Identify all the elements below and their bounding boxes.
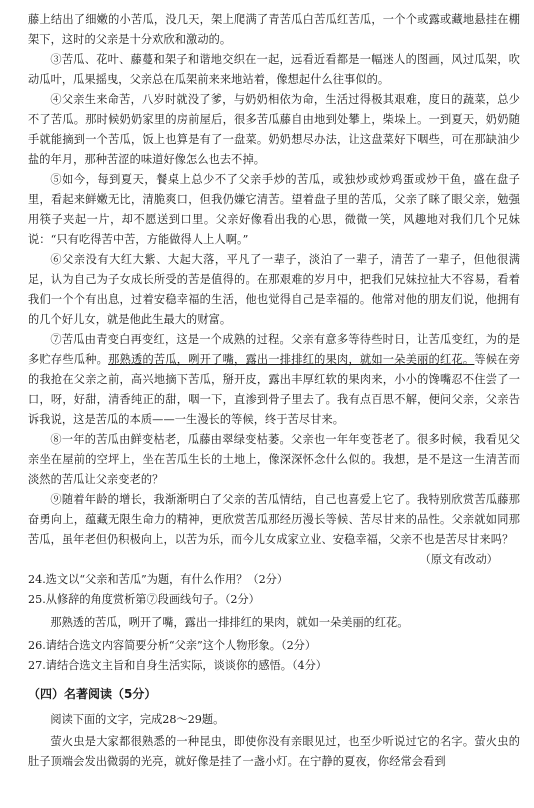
- passage-intro-continuation: 藤上结出了细嫩的小苦瓜，没几天，架上爬满了青苦瓜白苦瓜红苦瓜，一个个或露或藏地悬挂在棚架下，这时的父亲是十分欢欣和激动的。: [28, 13, 520, 46]
- question-24: 24.选文以“父亲和苦瓜”为题，有什么作用？（2分）: [28, 573, 289, 586]
- passage-paragraph-3: ③苦瓜、花叶、藤蔓和架子和谐地交织在一起，远看近看都是一幅迷人的图画，风过瓜架，吹动瓜叶，瓜果摇曳，父亲总在瓜架前来来地站着，像想起什么往事似的。: [28, 53, 520, 86]
- section-reading-text: 萤火虫是大家都很熟悉的一种昆虫，即使你没有亲眼见过，也至少听说过它的名字。萤火虫的肚子顶端会发出微弱的光亮，就好像是挂了一盏小灯。在宁静的夏夜，你经常会看到: [28, 735, 520, 768]
- passage-paragraph-7: [28, 330, 520, 430]
- passage-paragraph-6: ⑥父亲没有大红大紫、大起大落，平凡了一辈子，淡泊了一辈子，清苦了一辈子，但他很满足，认为自己为子女成长所受的苦是值得的。在那艰难的岁月中，把我们兄妹拉扯大不容易，看着我们一个个有出息，过着安稳幸福的生活，他也觉得自己是幸福的。他常对他的朋友们说，他拥有的几个好儿女，就是他此生最大的财富。: [28, 253, 520, 326]
- underlined-sentence: 那熟透的苦瓜，咧开了嘴，露出一排排红的果肉，就如一朵美丽的红花。: [108, 353, 475, 366]
- source-note: （原文有改动）: [419, 553, 498, 566]
- paragraph-7-start: ⑦苦瓜由青变白再变红，这是一个成熟的过程。父亲有意多等待些时日，让苦瓜变红，为的是多贮存些瓜种。: [28, 333, 520, 366]
- question-25: 25.从修辞的角度赏析第⑦段画线句子。（2分）: [28, 593, 260, 606]
- question-26: 26.请结合选文内容简要分析“父亲”这个人物形象。（2分）: [28, 639, 317, 652]
- passage-paragraph-4: ④父亲生来命苦，八岁时就没了爹，与奶奶相依为命，生活过得极其艰难，度日的蔬菜，总少不了苦瓜。那时候奶奶家里的房前屋后，很多苦瓜藤自由地到处攀上，柴垛上。一到夏天，奶奶随手就能摘到一个苦瓜，饭上也算是有了一盘菜。奶奶想尽办法，让这盘菜好下咽些，可在那缺油少盐的年月，那种苦涩的味道好像怎么也去不掉。: [28, 93, 520, 166]
- passage-paragraph-9: ⑨随着年龄的增长，我渐渐明白了父亲的苦瓜情结，自己也喜爱上它了。我特别欣赏苦瓜藤那奋勇向上，蕴藏无限生命力的精神，更欣赏苦瓜那经历漫长等候、苦尽甘来的品性。父亲就如同那苦瓜，虽年老但仍积极向上，以苦为乐，而今儿女成家立业、安稳幸福，父亲不也是苦尽甘来吗？: [28, 493, 520, 546]
- passage-paragraph-8: ⑧一年的苦瓜由鲜变枯老，瓜藤由翠绿变枯萎。父亲也一年年变苍老了。很多时候，我看见父亲坐在屋前的空坪上，坐在苦瓜生长的土地上，像深深怀念什么似的。我想，是不是这一生清苦而淡然的苦瓜让父亲变老的？: [28, 433, 520, 486]
- section-title: （四）名著阅读（5分）: [28, 687, 157, 701]
- paragraph-7-end: 等候在旁的我抢在父亲之前，高兴地摘下苦瓜，掰开皮，露出丰厚红软的果肉来，小小的馋嘴忍不住尝了一口，呀，好甜，清香纯正的甜，咽一下，直渗到骨子里去了。我有点百思不解，便问父亲，父亲告诉我说，这是苦瓜的本质——一生漫长的等候，终于苦尽甘来。: [28, 353, 520, 426]
- question-25-quote: 那熟透的苦瓜，咧开了嘴，露出一排排红的果肉，就如一朵美丽的红花。: [50, 616, 409, 629]
- question-27: 27.请结合选文主旨和自身生活实际，谈谈你的感悟。（4分）: [28, 659, 327, 672]
- passage-paragraph-5: [28, 170, 520, 250]
- paragraph-5-text: ⑤如今，每到夏天，餐桌上总少不了父亲手炒的苦瓜，或独炒或炒鸡蛋或炒干鱼，盛在盘子里，看起来鲜嫩无比，清脆爽口，但我仍嫌它清苦。望着盘子里的苦瓜，父亲了眯了眼父亲，勉强用筷子夹起一片，却不愿送到口里。父亲好像看出我的心思，微微一笑，风趣地对我们几个兄妹说：: [28, 173, 520, 246]
- paragraph-5-quote: “只有吃得苦中苦，方能做得人上人啊。”: [50, 233, 249, 246]
- section-instruction: 阅读下面的文字，完成28～29题。: [50, 713, 225, 726]
